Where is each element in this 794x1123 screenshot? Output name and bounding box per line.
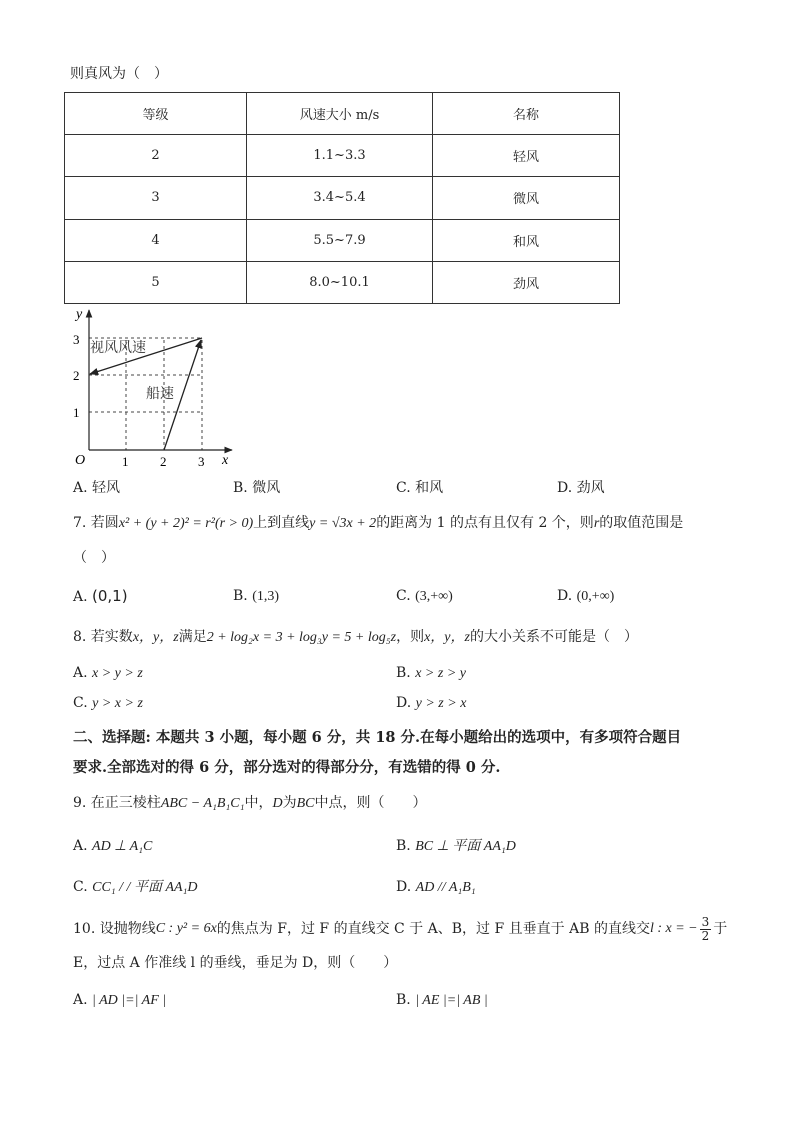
option-value: (0,1) bbox=[92, 587, 128, 605]
q7-circle-equation: x² + (y + 2)² = r²(r > 0) bbox=[118, 516, 254, 531]
q6-option-c: C. 和风 bbox=[396, 480, 444, 496]
q9-stem-mid2: 为 bbox=[282, 795, 297, 811]
table-row bbox=[65, 135, 620, 177]
q10-stem-line-2: E，过点 A 作准线 l 的垂线，垂足为 D，则（ ） bbox=[73, 955, 398, 971]
y-axis-label: y bbox=[76, 307, 83, 322]
q7-option-a bbox=[73, 586, 128, 607]
option-letter: A. bbox=[73, 838, 88, 854]
option-letter: A. bbox=[73, 992, 88, 1008]
option-value: y > x > z bbox=[92, 696, 143, 711]
table-header-cell: 风速大小 m/s bbox=[247, 93, 433, 135]
option-value: (0,+∞) bbox=[576, 589, 615, 604]
ship-speed-label: 船速 bbox=[146, 386, 174, 402]
q9-stem-prefix: 9. 在正三棱柱 bbox=[73, 795, 161, 811]
q10-stem-prefix: 10. 设抛物线 bbox=[73, 921, 156, 937]
option-letter: D. bbox=[396, 695, 412, 711]
x-tick-label: 1 bbox=[122, 454, 129, 469]
option-letter: B. bbox=[396, 838, 411, 854]
table-cell: 和风 bbox=[433, 219, 620, 261]
x-tick-label: 3 bbox=[198, 454, 205, 469]
option-letter: C. bbox=[73, 695, 88, 711]
option-letter: B. bbox=[233, 588, 248, 604]
q8-stem-end: 的大小关系不可能是（ ） bbox=[469, 629, 638, 645]
table-cell: 5.5~7.9 bbox=[247, 219, 433, 261]
q10-directrix: l : x = − bbox=[649, 921, 698, 936]
q7-stem bbox=[73, 513, 683, 534]
y-tick-label: 2 bbox=[73, 368, 80, 383]
section-2-heading-line-1: 二、选择题: 本题共 3 小题，每小题 6 分，共 18 分.在每小题给出的选项中，有多项符合题目 bbox=[73, 729, 682, 746]
q10-stem-end: 于 bbox=[713, 921, 728, 937]
q10-parabola: C : y² = 6x bbox=[155, 921, 217, 936]
q8-stem bbox=[73, 627, 638, 648]
option-letter: B. bbox=[396, 992, 411, 1008]
q9-point-d: D bbox=[272, 796, 283, 811]
option-value: AD // A₁B₁ bbox=[415, 880, 476, 895]
q8-option-d bbox=[396, 693, 466, 714]
q9-option-a bbox=[73, 836, 152, 857]
q8-equation: 2 + log₂x = 3 + log₃y = 5 + log₅z bbox=[206, 630, 397, 645]
section-2-heading-line-2: 要求.全部选对的得 6 分，部分选对的得部分分，有选错的得 0 分. bbox=[73, 759, 501, 776]
q7-stem-end: 的取值范围是 bbox=[599, 515, 684, 531]
apparent-wind-label: 视风风速 bbox=[90, 340, 146, 356]
q7-stem-prefix: 7. 若圆 bbox=[73, 515, 119, 531]
q8-stem-mid: 满足 bbox=[178, 629, 207, 645]
table-cell: 微风 bbox=[433, 177, 620, 219]
x-axis-label: x bbox=[222, 453, 229, 468]
table-cell: 1.1~3.3 bbox=[247, 135, 433, 177]
q7-option-d bbox=[557, 586, 614, 607]
q8-stem-suffix: ，则 bbox=[396, 629, 425, 645]
q6-option-b: B. 微风 bbox=[233, 480, 281, 496]
q10-option-b bbox=[396, 990, 488, 1011]
q9-option-c bbox=[73, 877, 198, 898]
q8-variables-repeat: x，y，z bbox=[424, 630, 470, 645]
q8-variables: x，y，z bbox=[132, 630, 179, 645]
option-value: | AD |=| AF | bbox=[92, 993, 167, 1008]
option-value: x > y > z bbox=[92, 666, 143, 681]
table-header-cell: 等级 bbox=[65, 93, 247, 135]
option-letter: D. bbox=[396, 879, 412, 895]
q10-stem-mid: 的焦点为 F，过 F 的直线交 C 于 A、B，过 F 且垂直于 AB 的直线交 bbox=[216, 921, 650, 937]
q6-option-d: D. 劲风 bbox=[557, 480, 605, 496]
option-value: (1,3) bbox=[252, 589, 280, 604]
q6-option-a: A. 轻风 bbox=[73, 480, 121, 496]
q8-option-b bbox=[396, 663, 466, 684]
q7-option-b bbox=[233, 586, 279, 607]
option-value: BC ⊥ 平面 AA₁D bbox=[415, 839, 516, 854]
intro-line: 则真风为（ ） bbox=[70, 66, 168, 82]
q9-stem-mid: 中， bbox=[244, 795, 273, 811]
wind-vector-figure bbox=[62, 304, 248, 470]
table-row bbox=[65, 261, 620, 303]
q9-option-b bbox=[396, 836, 516, 857]
q7-option-c bbox=[396, 586, 453, 607]
y-tick-label: 3 bbox=[73, 332, 80, 347]
q8-option-c bbox=[73, 693, 143, 714]
q9-stem-end: 中点，则（ ） bbox=[314, 795, 427, 811]
option-value: (3,+∞) bbox=[415, 589, 453, 604]
table-cell: 轻风 bbox=[433, 135, 620, 177]
q7-r-variable: r bbox=[593, 516, 600, 531]
q9-prism: ABC − A₁B₁C₁ bbox=[160, 796, 245, 811]
y-tick-label: 1 bbox=[73, 405, 80, 420]
table-row bbox=[65, 219, 620, 261]
option-value: | AE |=| AB | bbox=[415, 993, 488, 1008]
x-tick-label: 2 bbox=[160, 454, 167, 469]
option-value: AD ⊥ A₁C bbox=[92, 839, 153, 854]
table-cell: 8.0~10.1 bbox=[247, 261, 433, 303]
wind-scale-table bbox=[64, 92, 620, 304]
q7-stem-suffix: 的距离为 1 的点有且仅有 2 个，则 bbox=[376, 515, 594, 531]
option-value: CC₁ / / 平面 AA₁D bbox=[92, 880, 198, 895]
option-letter: C. bbox=[73, 879, 88, 895]
table-cell: 3 bbox=[65, 177, 247, 219]
q9-option-d bbox=[396, 877, 476, 898]
table-cell: 3.4~5.4 bbox=[247, 177, 433, 219]
option-letter: A. bbox=[73, 589, 88, 605]
q9-segment-bc: BC bbox=[296, 796, 315, 811]
table-cell: 2 bbox=[65, 135, 247, 177]
table-row bbox=[65, 177, 620, 219]
q7-answer-paren: （ ） bbox=[73, 550, 115, 566]
option-letter: B. bbox=[396, 665, 411, 681]
option-letter: D. bbox=[557, 588, 573, 604]
q10-stem-line-1 bbox=[73, 912, 727, 946]
table-cell: 5 bbox=[65, 261, 247, 303]
q7-line-equation: y = √3x + 2 bbox=[309, 516, 377, 531]
option-letter: C. bbox=[396, 588, 411, 604]
q7-stem-mid: 上到直线 bbox=[253, 515, 310, 531]
option-value: y > z > x bbox=[415, 696, 467, 711]
q10-fraction bbox=[700, 916, 712, 943]
table-cell: 4 bbox=[65, 219, 247, 261]
q9-stem bbox=[73, 793, 427, 814]
table-cell: 劲风 bbox=[433, 261, 620, 303]
q8-stem-prefix: 8. 若实数 bbox=[73, 629, 133, 645]
fraction-numerator: 3 bbox=[701, 914, 710, 929]
option-value: x > z > y bbox=[415, 666, 466, 681]
q8-option-a bbox=[73, 663, 143, 684]
table-header-row bbox=[65, 93, 620, 135]
option-letter: A. bbox=[73, 665, 88, 681]
table-header-cell: 名称 bbox=[433, 93, 620, 135]
origin-label: O bbox=[75, 453, 86, 468]
fraction-denominator: 2 bbox=[701, 928, 710, 943]
q10-option-a bbox=[73, 990, 166, 1011]
